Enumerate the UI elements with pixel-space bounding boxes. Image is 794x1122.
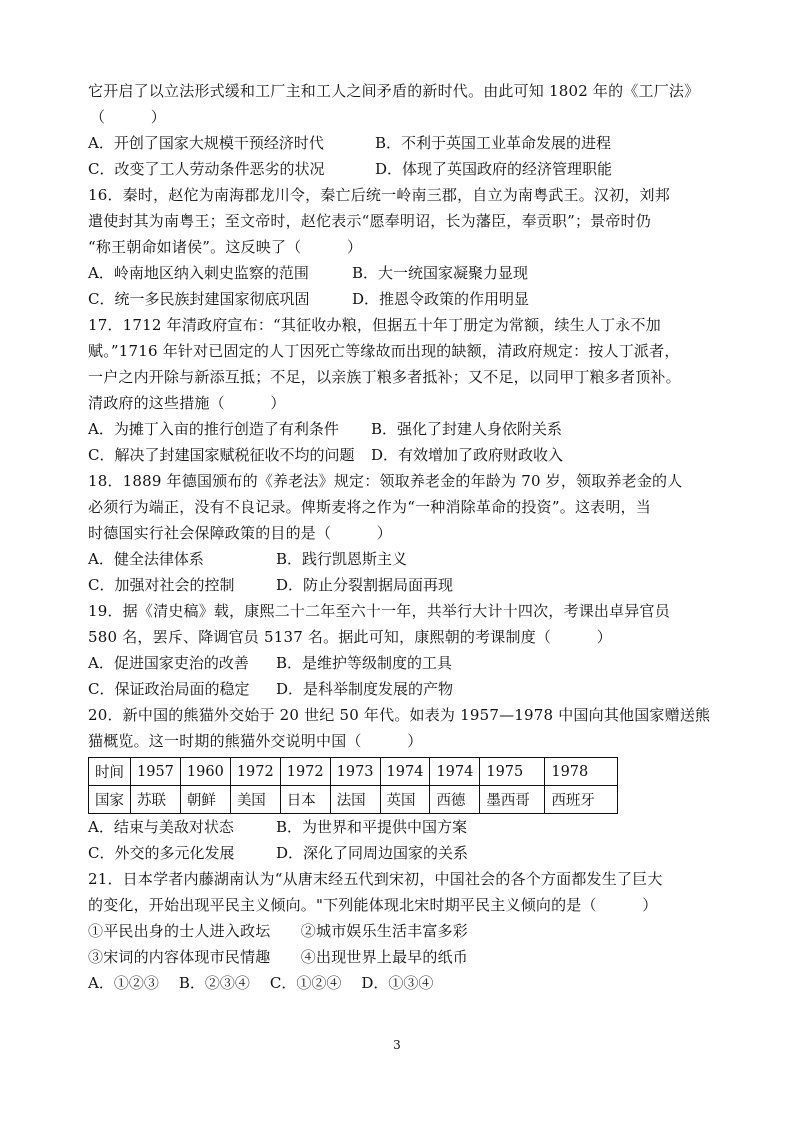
- q17-options-row-1: [88, 416, 728, 442]
- q19-option-c[interactable]: C．保证政治局面的稳定: [88, 680, 250, 698]
- q17-option-b[interactable]: B．强化了封建人身依附关系: [371, 420, 563, 438]
- panda-gift-table: [88, 757, 618, 814]
- q21-stem-line-2: 的变化，开始出现平民主义倾向。"下列能体现北宋时期平民主义倾向的是（ ）: [88, 896, 658, 914]
- table-cell-country: 西班牙: [545, 786, 618, 814]
- q16-option-a[interactable]: A．岭南地区纳入刺史监察的范围: [88, 264, 309, 282]
- q15-option-a[interactable]: A．开创了国家大规模干预经济时代: [88, 134, 324, 152]
- q18-option-b[interactable]: B．践行凯恩斯主义: [276, 550, 408, 568]
- q18-option-c[interactable]: C．加强对社会的控制: [88, 576, 235, 594]
- table-row-years: [89, 758, 618, 786]
- q20-stem-line-1: 20．新中国的熊猫外交始于 20 世纪 50 年代。如表为 1957—1978 中国向其他国家赠送熊: [88, 706, 711, 724]
- table-cell-year: 1972: [230, 758, 280, 786]
- q18-option-d[interactable]: D．防止分裂割据局面再现: [276, 576, 454, 594]
- q19-option-a[interactable]: A．促进国家吏治的改善: [88, 654, 249, 672]
- q20-options-row-1: [88, 814, 728, 840]
- q18-stem-line-1: 18．1889 年德国颁布的《养老法》规定：领取养老金的年龄为 70 岁，领取养老金的人: [88, 472, 683, 490]
- q21-option-b[interactable]: B．②③④: [178, 974, 250, 992]
- table-header-country: 国家: [89, 786, 131, 814]
- q16-option-c[interactable]: C．统一多民族封建国家彻底巩固: [88, 290, 310, 308]
- table-cell-country: 苏联: [131, 786, 181, 814]
- q15-option-c[interactable]: C．改变了工人劳动条件恶劣的状况: [88, 160, 325, 178]
- table-cell-country: 日本: [280, 786, 330, 814]
- q21-stem-line-1: 21．日本学者内藤湖南认为“从唐末经五代到宋初，中国社会的各个方面都发生了巨大: [88, 870, 663, 888]
- q21-options-row: [88, 970, 728, 996]
- q16-option-b[interactable]: B．大一统国家凝聚力显现: [352, 264, 529, 282]
- q20-option-b[interactable]: B．为世界和平提供中国方案: [276, 818, 468, 836]
- table-cell-year: 1975: [480, 758, 545, 786]
- q18-stem-line-3: 时德国实行社会保障政策的目的是（ ）: [88, 524, 393, 542]
- q17-stem-line-3: 一户之内开除与新添互抵；不足，以亲族丁粮多者抵补；又不足，以同甲丁粮多者顶补。: [88, 368, 681, 386]
- q18-option-a[interactable]: A．健全法律体系: [88, 550, 204, 568]
- q19-options-row-2: [88, 676, 728, 702]
- table-row-countries: [89, 786, 618, 814]
- table-header-time: 时间: [89, 758, 131, 786]
- q20-stem-line-2: 猫概览。这一时期的熊猫外交说明中国（ ）: [88, 732, 423, 750]
- q18-stem-line-2: 必须行为端正，没有不良记录。俾斯麦将之作为“一种消除革命的投资”。这表明，当: [88, 498, 651, 516]
- table-cell-year: 1974: [380, 758, 430, 786]
- table-cell-year: 1974: [430, 758, 480, 786]
- q19-stem-line-2: 580 名，罢斥、降调官员 5137 名。据此可知，康熙朝的考课制度（ ）: [88, 628, 612, 646]
- q19-options-row-1: [88, 650, 728, 676]
- q20-options-row-2: [88, 840, 728, 866]
- q21-statement-line-1: ①平民出身的士人进入政坛 ②城市娱乐生活丰富多彩: [88, 922, 469, 940]
- q18-options-row-2: [88, 572, 728, 598]
- q15-answer-paren: （ ）: [90, 108, 167, 126]
- q16-stem-line-2: 遣使封其为南粤王；至文帝时，赵佗表示“愿奉明诏，长为藩臣，奉贡职”；景帝时仍: [88, 212, 651, 230]
- table-cell-year: 1957: [131, 758, 181, 786]
- q17-option-d[interactable]: D．有效增加了政府财政收入: [371, 446, 564, 464]
- q17-stem-line-1: 17．1712 年清政府宣布：“其征收办粮，但据五十年丁册定为常额，续生人丁永不加: [88, 316, 661, 334]
- q17-option-c[interactable]: C．解决了封建国家赋税征收不均的问题: [88, 446, 355, 464]
- table-cell-year: 1960: [180, 758, 230, 786]
- table-cell-year: 1972: [280, 758, 330, 786]
- q16-options-row-1: [88, 260, 728, 286]
- table-cell-country: 朝鲜: [180, 786, 230, 814]
- q21-statement-line-2: ③宋词的内容体现市民情趣 ④出现世界上最早的纸币: [88, 948, 469, 966]
- q19-option-b[interactable]: B．是维护等级制度的工具: [276, 654, 453, 672]
- table-cell-year: 1978: [545, 758, 618, 786]
- table-cell-year: 1973: [330, 758, 380, 786]
- q21-option-a[interactable]: A．①②③: [88, 974, 159, 992]
- q15-option-d[interactable]: D．体现了英国政府的经济管理职能: [375, 160, 613, 178]
- q17-stem-line-4: 清政府的这些措施（ ）: [88, 394, 286, 412]
- q16-options-row-2: [88, 286, 728, 312]
- q21-option-d[interactable]: D．①③④: [361, 974, 434, 992]
- q17-option-a[interactable]: A．为摊丁入亩的推行创造了有利条件: [88, 420, 339, 438]
- q20-option-c[interactable]: C．外交的多元化发展: [88, 844, 235, 862]
- q17-options-row-2: [88, 442, 728, 468]
- q16-option-d[interactable]: D．推恩令政策的作用明显: [352, 290, 530, 308]
- table-cell-country: 英国: [380, 786, 430, 814]
- q20-option-d[interactable]: D．深化了同周边国家的关系: [276, 844, 469, 862]
- exam-page: [88, 78, 728, 996]
- table-cell-country: 西德: [430, 786, 480, 814]
- q15-option-b[interactable]: B．不利于英国工业革命发展的进程: [375, 134, 612, 152]
- q15-options-row-2: [88, 156, 728, 182]
- page-number: 3: [393, 1038, 401, 1052]
- q15-options-row-1: [88, 130, 728, 156]
- table-cell-country: 美国: [230, 786, 280, 814]
- table-cell-country: 墨西哥: [480, 786, 545, 814]
- q19-option-d[interactable]: D．是科举制度发展的产物: [276, 680, 454, 698]
- q18-options-row-1: [88, 546, 728, 572]
- q17-stem-line-2: 赋。”1716 年针对已固定的人丁因死亡等缘故而出现的缺额，清政府规定：按人丁派者，: [88, 342, 680, 360]
- q20-option-a[interactable]: A．结束与美敌对状态: [88, 818, 234, 836]
- table-cell-country: 法国: [330, 786, 380, 814]
- q16-stem-line-3: “称王朝命如诸侯”。这反映了（ ）: [88, 238, 363, 256]
- q19-stem-line-1: 19．据《清史稿》载，康熙二十二年至六十一年，共举行大计十四次，考课出卓异官员: [88, 602, 670, 620]
- q15-stem: 它开启了以立法形式缓和工厂主和工人之间矛盾的新时代。由此可知 1802 年的《工厂法》: [88, 82, 700, 100]
- q21-option-c[interactable]: C．①②④: [269, 974, 342, 992]
- q16-stem-line-1: 16．秦时，赵佗为南海郡龙川令，秦亡后统一岭南三郡，自立为南粤武王。汉初，刘邦: [88, 186, 670, 204]
